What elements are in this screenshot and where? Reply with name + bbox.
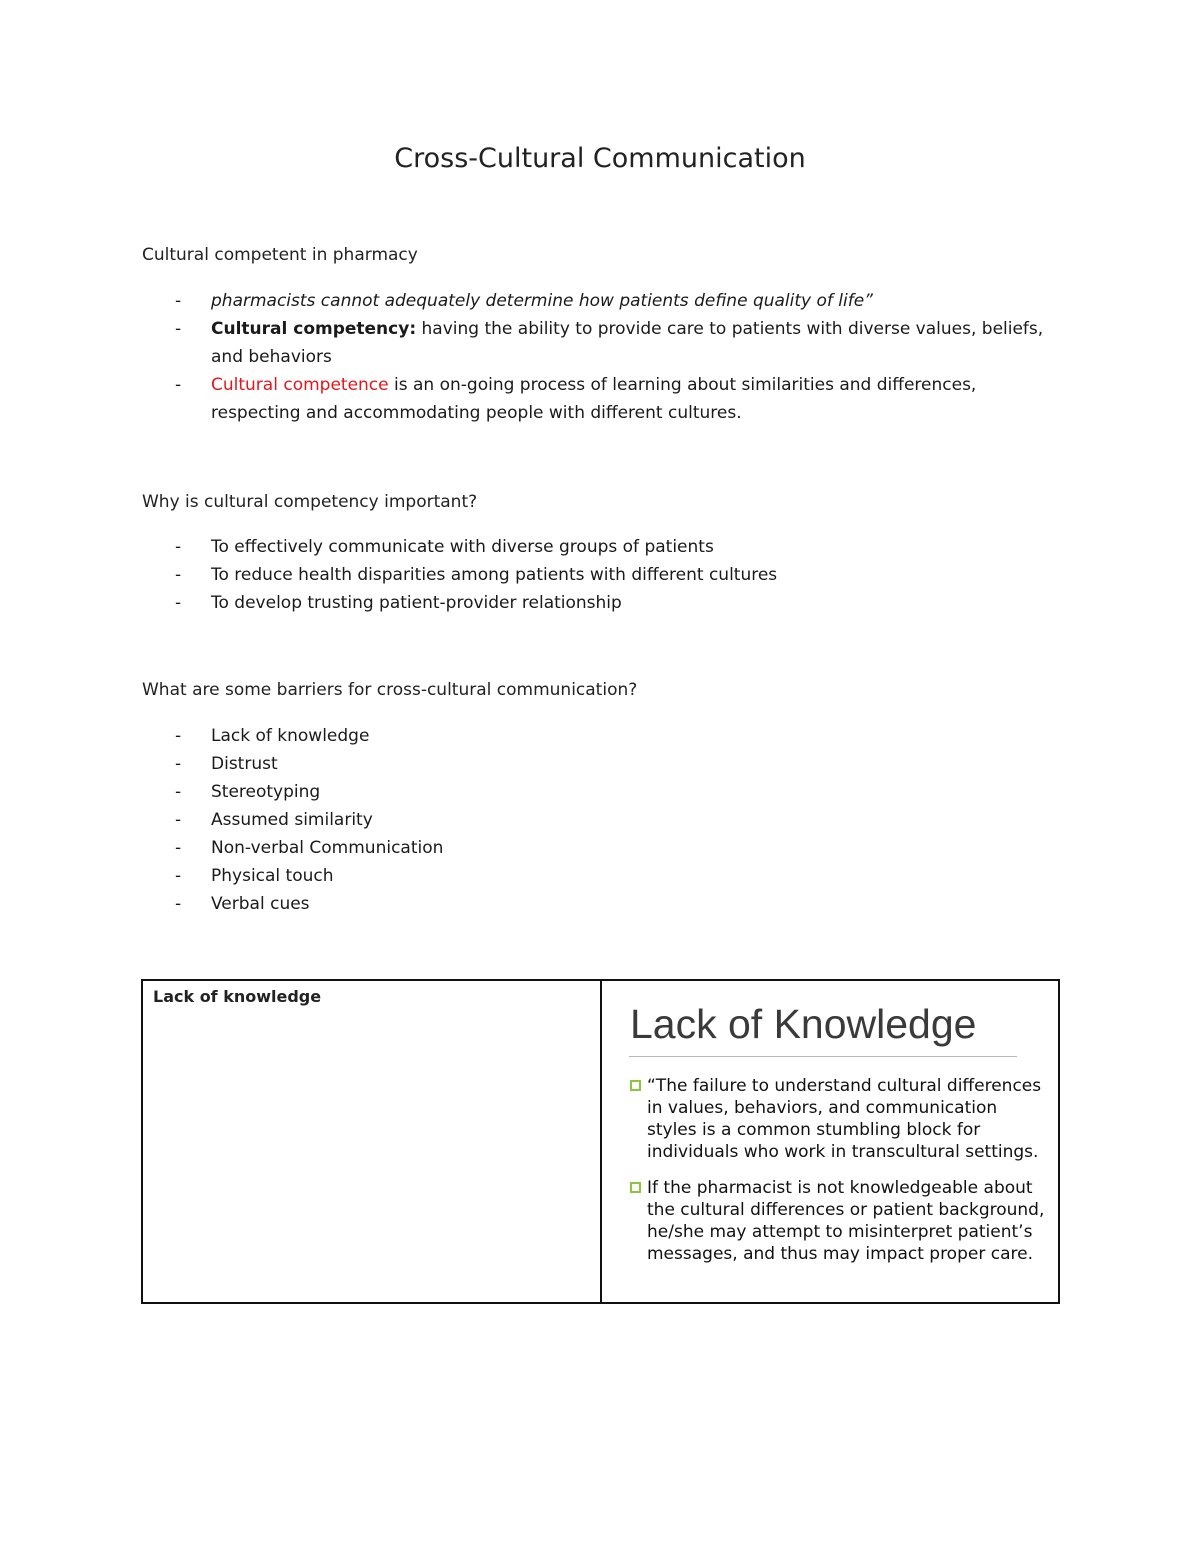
list-item	[142, 862, 1062, 890]
list-item	[142, 778, 1062, 806]
list-dash: -	[175, 375, 182, 395]
why-important-list	[142, 533, 1062, 617]
section-heading-cultural-competent: Cultural competent in pharmacy	[142, 245, 418, 265]
list-dash: -	[175, 319, 182, 339]
list-dash: -	[175, 782, 182, 802]
list-item	[142, 315, 1062, 371]
list-item	[142, 561, 1062, 589]
list-item-text: having the ability to provide care to patients with diverse values, beliefs, and behaviors	[211, 319, 1044, 367]
barriers-list	[142, 722, 1062, 918]
slide-bullet-text: “The failure to understand cultural differences in values, behaviors, and communication styles is a common stumbling block for individuals who work in transcultural settings.	[647, 1076, 1042, 1162]
list-item	[142, 722, 1062, 750]
list-item-text: Lack of knowledge	[211, 726, 370, 746]
list-dash: -	[175, 291, 182, 311]
term-cultural-competence: Cultural competence	[211, 375, 389, 395]
slide-title-rule	[629, 1056, 1017, 1057]
list-dash: -	[175, 866, 182, 886]
term-cultural-competency: Cultural competency:	[211, 319, 417, 339]
cultural-competent-list	[142, 287, 1062, 427]
list-dash: -	[175, 894, 182, 914]
list-dash: -	[175, 754, 182, 774]
list-item-text: Physical touch	[211, 866, 334, 886]
list-item	[142, 834, 1062, 862]
list-item	[142, 890, 1062, 918]
list-item	[142, 533, 1062, 561]
slide-bullet-list	[627, 1075, 1047, 1279]
list-item	[142, 589, 1062, 617]
list-dash: -	[175, 810, 182, 830]
slide-title: Lack of Knowledge	[630, 1001, 977, 1047]
slide-bullet	[627, 1075, 1047, 1163]
list-item-text: is an on-going process of learning about similarities and differences, respecting and accommodating people with different cultures.	[211, 375, 977, 423]
list-item-text: Distrust	[211, 754, 278, 774]
list-item-text: To reduce health disparities among patients with different cultures	[211, 565, 778, 585]
checkbox-icon	[630, 1182, 641, 1193]
slide-bullet-text: If the pharmacist is not knowledgeable about the cultural differences or patient background, he/she may attempt to misinterpret patient’s messages, and thus may impact proper care.	[647, 1178, 1045, 1264]
list-item	[142, 750, 1062, 778]
checkbox-icon	[630, 1080, 641, 1091]
list-item-text: Stereotyping	[211, 782, 321, 802]
list-item-text: Assumed similarity	[211, 810, 373, 830]
lack-of-knowledge-table	[141, 979, 1060, 1304]
section-heading-barriers: What are some barriers for cross-cultural communication?	[142, 680, 638, 700]
list-item-text: To effectively communicate with diverse groups of patients	[211, 537, 714, 557]
table-left-cell-label: Lack of knowledge	[153, 987, 322, 1006]
slide-bullet	[627, 1177, 1047, 1265]
list-dash: -	[175, 565, 182, 585]
list-item-text: pharmacists cannot adequately determine how patients define quality of life”	[211, 291, 873, 311]
table-column-divider	[600, 981, 602, 1302]
list-dash: -	[175, 726, 182, 746]
list-dash: -	[175, 838, 182, 858]
list-item-text: Verbal cues	[211, 894, 310, 914]
section-heading-why-important: Why is cultural competency important?	[142, 492, 478, 512]
list-item	[142, 371, 1062, 427]
list-item-text: Non-verbal Communication	[211, 838, 444, 858]
list-item-text: To develop trusting patient-provider relationship	[211, 593, 622, 613]
list-item	[142, 806, 1062, 834]
list-dash: -	[175, 537, 182, 557]
page-title: Cross-Cultural Communication	[394, 143, 806, 174]
list-item	[142, 287, 1062, 315]
list-dash: -	[175, 593, 182, 613]
slide-image	[613, 989, 1053, 1294]
